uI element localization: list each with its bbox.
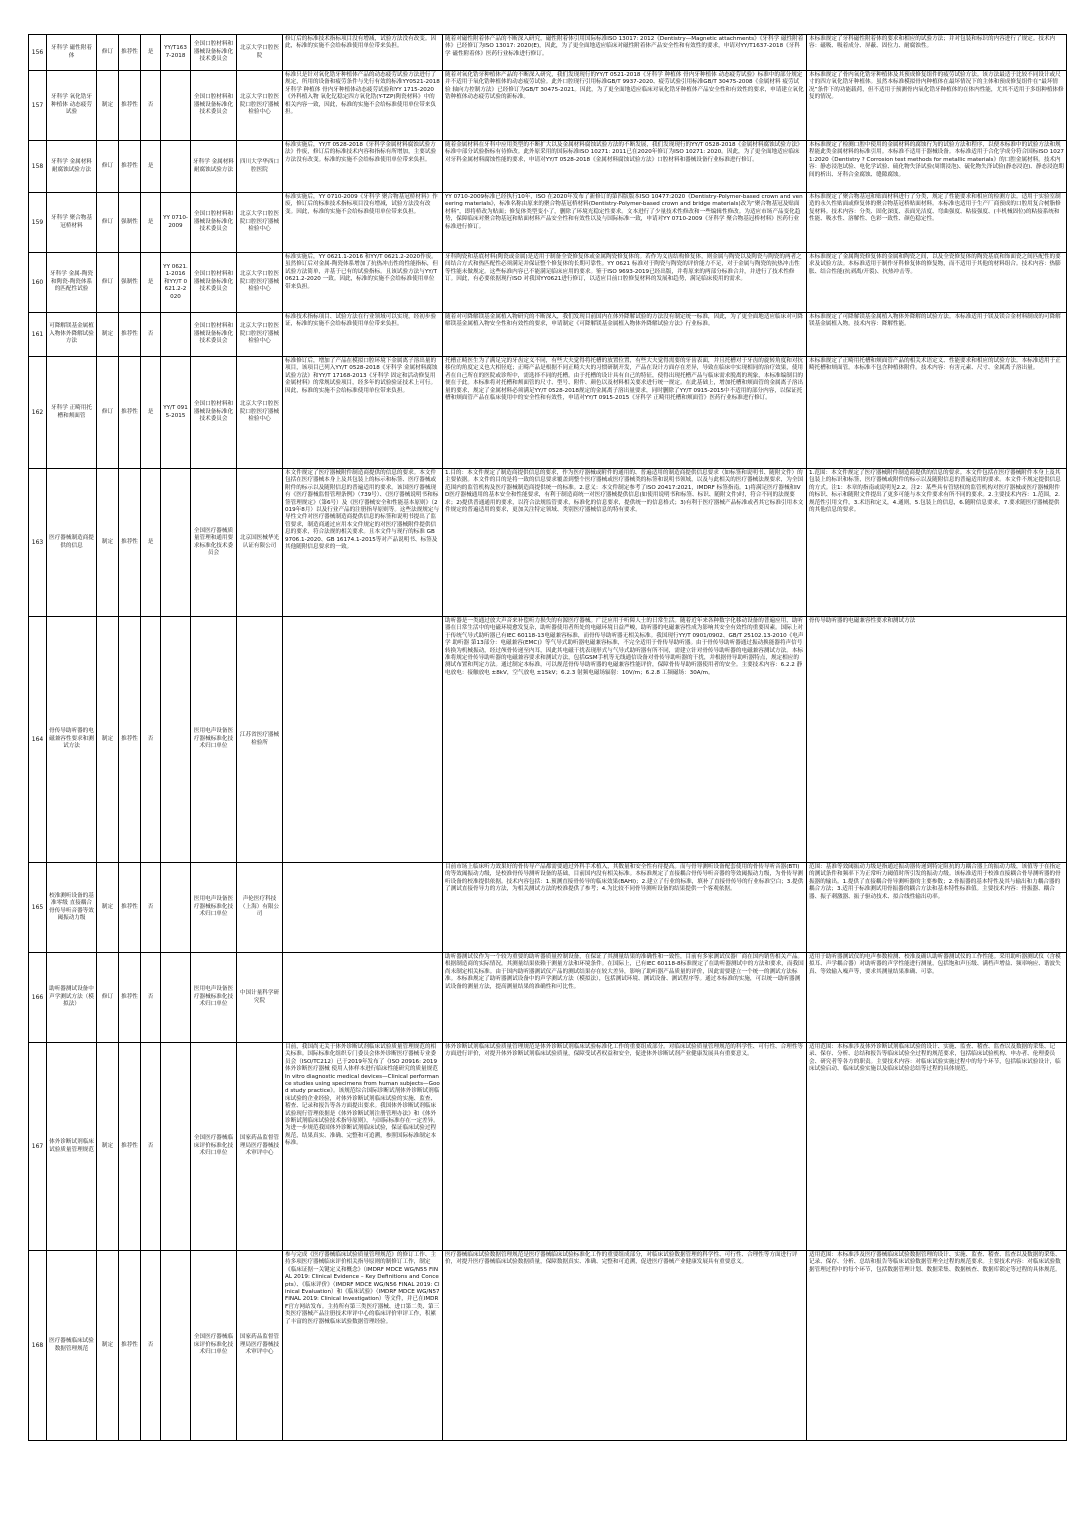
impact-text (283, 953, 443, 1043)
standard-nature: 推荐性 (119, 313, 141, 357)
technical-committee: 牙科学 金属材料耐腐蚀试验方法 (191, 141, 237, 193)
necessity-text: 1.目的：本文件规定了制造商提供信息的要求，作为医疗器械或附件的通用的、普遍适用的制造商提供信息要求（如标签和说明书、随附文件）的主要依据。本文件的目的是将一致的信息要求覆盖到整个医疗器械或医疗器械类的标签和说明书领域，以及与此相关的医疗器械法规要求，为全国范围内的监管机构及医疗器械制造商提供统一的标准。2.意义：本文件制定参考了ISO 20417:2021，IMDRF 标签指南。1)将满足医疗器械和IVD医疗器械通用的基本安全和性能要求，有利于制造商统一对医疗器械提供信息(如使用说明书和标签、标识、随附文件)时，符合不同的法规要求；2)提供普通通用的要求，以符合法规监管要求，标准化的信息要求，提供统一的信息格式；3)有利于医疗器械产品标准或者其它标准引用本文件规定的普遍适用的要求，更加关注特定领域、类别医疗器械信息的特有要求。 (443, 469, 807, 617)
replaced-standard: YY/T 0915-2015 (161, 357, 191, 469)
drafting-unit: 北京大学口腔医院 (237, 35, 283, 71)
project-kind: 修订 (97, 253, 119, 313)
project-kind: 修订 (97, 193, 119, 253)
standards-table (28, 34, 1067, 1441)
necessity-text: 随着对可降解镁基金属植入物研究的不断深入，我们发现目前国内在体外降解试验的方法没有制定统一标准，因此，为了更全面地适应临床对可降解镁基金属植入物安全性和有效性的要求，申请制定《可降解镁基金属植入物体外降解试验方法》行业标准。 (443, 313, 807, 357)
tc-flag: 否 (141, 71, 161, 141)
project-kind: 制定 (97, 313, 119, 357)
impact-text: 修订后的标准技术指标项目没有增减，试验方法没有改变。因此，标准的实施不会给标准使用单位带来负担。 (283, 35, 443, 71)
technical-committee: 医用电声设备医疗器械标准化技术归口单位 (191, 617, 237, 863)
table-row (29, 617, 1067, 863)
technical-committee: 全国医疗器械临床评价标准化技术归口单位 (191, 1043, 237, 1251)
standard-nature: 推荐性 (119, 617, 141, 863)
scope-text: 本标准规定了检测口腔中使用的金属材料的腐蚀行为的试验方法和程序，以便本标准中的试验方法和规程能此类金属材料的标准引用。本标准不适用于器械设备。本标准适用于合化学成分符合国标ISO 10271:2020《Dentistry ? Corrosion test methods for metallic materials》的口腔金属材料。技术内容：静态浸泡试验、电化学试验、硫化物失泽试验(周期浸泡)、硫化物失泽试验(静态浸泡)、静态浸泡期间的析出、牙科合金腐蚀、缝隙腐蚀。 (807, 141, 1067, 193)
table-row (29, 1251, 1067, 1441)
replaced-standard (161, 469, 191, 617)
table-row (29, 863, 1067, 953)
table-row (29, 35, 1067, 71)
necessity-text: 随着金属材料在牙科中应用类型的不断扩大以及金属材料腐蚀试验方法的不断发展，我们发现现行的YY/T 0528-2018《金属材料腐蚀试验方法》标准中部分试验指标有待修改。此外原采用的国际标准ISO 10271: 2011已在2020年修订为ISO 10271: 2020。因此，为了更全面地适应临床对牙科金属材料腐蚀性能的要求，申请对YY/T 0528-2018《金属材料腐蚀试验方法》口腔材料和器械设备行业标准进行修订。 (443, 141, 807, 193)
standard-name: 牙科学 氧化锆牙种植体 动态疲劳试验 (47, 71, 97, 141)
impact-text: 标准实施后，YY 0710-2009《牙科学 聚合物基冠桥材料》作废，修订后的标准技术指标项目没有增减，试验方法没有改变。因此，标准的实施不会给标准使用单位带来负担。 (283, 193, 443, 253)
necessity-text: 托槽正畸医生为了满足完的牙齿定义不同，有些大夫觉得将托槽的放置位置，有些大夫觉得需要的牙齿表面，并且托槽对于牙齿的旋转角度和对抗移位的角度定义也大相径庭；正畸产品是根据不同正畸大夫的习惯研制开发，产品在设计方面存在差异，导致在临床中实现相同的治疗效果，使用者在自己所在的医院或诊所中，需选择不同的托槽。由于托槽的设计具有自己的特征，使得出现托槽产品与临床需求脱离的现象，本标准编制目的便在于此。本标准将对托槽和颊面管的尺寸、型号、附件、颜色以及材料相关要求进行统一规定。在此基础上，增加托槽和颊面管的金属离子溶出量的要求，规定了金属材料必须满足YY/T 0528-2018规定的金属离子溶出量要求，同时删除了YY/T 0915-2015中不适用的部分内容，以保证托槽和颊面管产品在临床使用中的安全性和有效性，申请对YY/T 0915-2015《牙科学 正畸用托槽和颊面管》医药行业标准进行修订。 (443, 357, 807, 469)
necessity-text: YY 0710-2009标准已经执行10年，ISO 在2020年发布了新修订的第四版版本ISO 10477:2020《Dentistry-Polymer-based crown and veneering materials》，标准名称由原来的聚合物基冠桥材料(Dentistry-Polymer-based crown and bridge materials)改为“聚合物基冠及贴面材料”，即将桥改为贴面；修复体类型变小了，删除了环境光稳定性要求。文本进行了少量技术性修改和一些编辑性修改。为适应市场产品变化趋势，保障临床对聚合物基冠和贴面材料产品安全性和有效性以及与国际标准一致，申请对YY 0710-2009《牙科学 聚合物基冠桥材料》医药行业标准进行修订。 (443, 193, 807, 253)
scope-text: 本标准规定了聚合物基冠和贴面材料进行了分类，规定了性能要求和相应的检测方法。适用于实验室制造的永久性贴面或修复体的聚合物基冠桥贴面材料。本标准也适用于生产厂商预成的口腔用复合树脂修复材料。技术内容：分类、固化深度、表面光洁度、弯曲强度、粘接强度、(丰机械固位)的粘接系统和性能、吸水性、溶解性、色彩一致性、颜色稳定性。 (807, 193, 1067, 253)
tc-flag: 否 (141, 953, 161, 1043)
project-kind: 制定 (97, 1043, 119, 1251)
tc-flag: 是 (141, 357, 161, 469)
scope-text: 适用范围：本标准涉及体外诊断试剂临床试验的设计、实施、监查、稽查、监查以及数据的采集、记录、保存、分析、总结和报告等临床试验全过程的规范要求，包括临床试验机构、申办者、伦理委员会、研究者等各方的职责。主要技术内容：对临床试验实施过程中的每个环节，包括临床试验设计，临床试验启动、临床试验实施以及临床试验总结等过程的具体规范。 (807, 1043, 1067, 1251)
replaced-standard (161, 313, 191, 357)
technical-committee: 全国口腔材料和器械设备标准化技术委员会 (191, 193, 237, 253)
table-row (29, 71, 1067, 141)
replaced-standard (161, 863, 191, 953)
tc-flag: 是 (141, 35, 161, 71)
replaced-standard (161, 953, 191, 1043)
tc-flag: 是 (141, 469, 161, 617)
necessity-text: 牙科陶瓷和基底材料(陶瓷或金属)是适用于制备全瓷修复体或金属陶瓷修复体的。若作为义齿结构修复体，则金属与陶瓷以及陶瓷与陶瓷的两者之间结合方式和热匹配性必须满足并保证整个修复体的长期可靠性。YY 0621 标准对于陶瓷与陶瓷的评价能力不足，对于金属与陶瓷的抗热冲击性等性能未做规定。这些标准内容已不能满足临床应用的要求。鉴于ISO 9693-2019已经出版，并将原来的两部分标准合并，并进行了技术性修订。因此，有必要依据现行ISO 对我国YY0621进行修订，以适应目前口腔修复材料的发展和趋势，满足临床使用的需求。 (443, 253, 807, 313)
project-kind: 修订 (97, 357, 119, 469)
replaced-standard (161, 1043, 191, 1251)
row-number: 166 (29, 953, 47, 1043)
scope-text: 本标准规定了可降解镁基金属植入物体外降解的试验方法。本标准适用于镁及镁合金材料制成的可降解镁基金属植入物。技术内容：降解性能。 (807, 313, 1067, 357)
necessity-text: 目前市场上临床听力效果好的骨传导产品都需要通过外科手术植入，其数量和安全性有待提高。而与骨导测听设备配套使用的骨传导听音器(BTI)的等效阈振动力级，是校准骨传导测听设备的基础，目前国内没有相关标准。本标准规定了直接耦合骨传导听音器的等效阈振动力级，为骨传导测听设备的校准提供依据。技术内容包括：1.预测直接骨传导的临床效果(BAHI)；2.建立了行业的标准，填补了直接骨传导的行业标准空白；3.提供了测试直接骨导力的方法，为相关测试方法的校准提供了参考；4.为比较不同骨导测听设备的结果提供一个客观依据。 (443, 863, 807, 953)
impact-text (283, 863, 443, 953)
standard-nature: 推荐性 (119, 469, 141, 617)
scope-text: 本标准规定了骨内氧化锆牙种植体及其预成修复组件的疲劳试验方法。该方法最适于比较不同设计或尺寸的四方氧化锆牙种植体。虽然本标准模拟骨内种植体在最坏情况下的主体和预成修复组件在“最坏情况”条件下的功能载荷，但不适用于预测骨内氧化锆牙种植体的在体内性能，尤其不适用于多组种植体修复的情况。 (807, 71, 1067, 141)
standard-nature: 推荐性 (119, 863, 141, 953)
necessity-text: 体外诊断试剂临床试验质量管理规范是体外诊断试剂临床试验标准化工作的重要组成部分。对临床试验质量管理规范的科学性、可行性、合理性等方面进行评价，对提升体外诊断试剂临床试验质量，保障受试者权益和安全，促进体外诊断试剂产业健康发展具有重要意义。 (443, 1043, 807, 1251)
impact-text: 标准实施后，YY/T 0528-2018《牙科学金属材料腐蚀试验方法》作废，修订后的标准技术内容和指标有所增加，主要试验方法没有改变。标准的实施不会给标准使用单位带来负担。 (283, 141, 443, 193)
project-kind: 制定 (97, 469, 119, 617)
scope-text: 范围：基准等效阈振动力级是指通过振动器传递到特定阻抗的力耦合器上的振动力级，该值等于在指定的测试条件和频率下为正常听力阈值时所引发的振动力级。该标准适用于校准直接耦合骨导测听器的骨振器的输出。1.提供了直接耦合骨导测听器的主要参数；2.骨振器的基本特性及其与输出和力耦合器的耦合方法；3.适用于标准测试用骨振器的耦合方法和基本特性标准值。主要技术内容：骨振器、耦合器、振子刺激器、振子驱动技术、拟合线性输出功率。 (807, 863, 1067, 953)
row-number: 157 (29, 71, 47, 141)
table-row (29, 193, 1067, 253)
technical-committee: 医用电声设备医疗器械标准化技术归口单位 (191, 863, 237, 953)
tc-flag: 是 (141, 141, 161, 193)
replaced-standard (161, 1251, 191, 1441)
impact-text: 标准实施后，YY 0621.1-2016 和YY/T 0621.2-2020作废。虽然修订后对金属-陶瓷体系增加了抗热冲击性的性能指标，但试验方法简单，并基于已有的试验指标。且该试验方法与YY/T 0621.2-2020 一致。因此，标准的实施不会给标准使用单位带来负担。 (283, 253, 443, 313)
row-number: 159 (29, 193, 47, 253)
standard-name: 牙科学 正畸用托槽和颊面管 (47, 357, 97, 469)
standard-name: 体外诊断试剂临床试验质量管理规范 (47, 1043, 97, 1251)
drafting-unit: 北京大学口腔医院口腔医疗器械检验中心 (237, 253, 283, 313)
project-kind: 修订 (97, 35, 119, 71)
drafting-unit: 国家药品监督管理局医疗器械技术审评中心 (237, 1251, 283, 1441)
standard-name: 可降解镁基金属植入物体外降解试验方法 (47, 313, 97, 357)
row-number: 168 (29, 1251, 47, 1441)
tc-flag: 否 (141, 313, 161, 357)
impact-text: 标准技术指标项目、试验方法在行业领域可以实现，经初步验证，标准的实施不会给标准使用单位带来负担。 (283, 313, 443, 357)
tc-flag: 否 (141, 863, 161, 953)
scope-text: 适用范围：本标准涉及医疗器械临床试验数据管理的设计、实施、监查、稽查、监查以及数据的采集、记录、保存、分析、总结和报告等临床试验数据管理全过程的规范要求。主要技术内容：对临床试验数据管理过程中的每个环节，包括数据管理计划、数据采集、数据核查、数据库锁定等过程的具体规范。 (807, 1251, 1067, 1441)
project-kind: 修订 (97, 141, 119, 193)
standard-name: 牙科学 金属-陶瓷和陶瓷-陶瓷体系的匹配性试验 (47, 253, 97, 313)
tc-flag: 否 (141, 1043, 161, 1251)
standard-name: 校准测听设备的基准零级 直接耦合骨传导听音器等效阈振动力级 (47, 863, 97, 953)
replaced-standard (161, 71, 191, 141)
tc-flag: 否 (141, 617, 161, 863)
project-kind: 制定 (97, 863, 119, 953)
technical-committee: 全国医疗器械质量管理和通用要求标准化技术委员会 (191, 469, 237, 617)
standard-name: 牙科学 金属材料耐腐蚀试验方法 (47, 141, 97, 193)
row-number: 156 (29, 35, 47, 71)
drafting-unit: 声伦医疗科技（上海）有限公司 (237, 863, 283, 953)
table-row (29, 357, 1067, 469)
impact-text (283, 617, 443, 863)
standard-name: 医疗器械临床试验数据管理规范 (47, 1251, 97, 1441)
drafting-unit: 北京国医械华光认证有限公司 (237, 469, 283, 617)
row-number: 158 (29, 141, 47, 193)
standards-table-page (28, 34, 1064, 1441)
row-number: 164 (29, 617, 47, 863)
scope-text: 1.范围：本文件规定了医疗器械附件制造商提供的信息的要求。本文件包括在医疗器械附件本身上及其包装上的标识和标签，医疗器械或附件的标示以及随附信息的普遍适用的要求。本文件不规定提供信息的方式。注1：本章的指南或说明见2.2。注2：某些具有管辖权的监管机构对医疗器械或医疗器械附件的标识、标示和随附文件提出了更多可能与本文件要求有所不同的要求。2.主要技术内容：1.范围，2.规范性引用文件，3.术语和定义，4.通则，5.包装上的信息，6.随附信息要求，7.要求随医疗器械提供的其他信息的要求。 (807, 469, 1067, 617)
row-number: 163 (29, 469, 47, 617)
drafting-unit: 中国计量科学研究院 (237, 953, 283, 1043)
standard-nature: 推荐性 (119, 1043, 141, 1251)
standard-name: 医疗器械制造商提供的信息 (47, 469, 97, 617)
drafting-unit: 北京大学口腔医院口腔医疗器械检验中心 (237, 313, 283, 357)
standard-nature: 推荐性 (119, 357, 141, 469)
scope-text: 适用于助听器测试仪的电声参数检测、校准及确认助听器测试仪的工作性能。采用助听器测试仪（含模拟耳、声学耦合器）对助听器的声学性能进行测量，包括饱和声压级、满档声增益、频率响应、谐波失真、等效输入噪声等，要求其测量结果准确、可靠。 (807, 953, 1067, 1043)
table-row (29, 313, 1067, 357)
impact-text: 参与完成《医疗器械临床试验质量管理规范》的修订工作、主持多项医疗器械临床评价相关指导原则的制修订工作，制定《临床证据一关键定义和概念》（IMDRF MDCE WG/N55 FINAL 2019: Clinical Evidence – Key Definitions and Concepts）、《临床评价》（IMDRF MDCE WG/N56 FINAL 2019: Clinical Evaluation）和《临床试验》（IMDRF MDCE WG/N57FINAL 2019: Clinical Investigation）等文件，并已在IMDRF官方网站发布。主持所有第三类医疗器械、进口第二类、第三类医疗器械产品注册技术审评中心的临床评价审评工作，积累了丰富的医疗器械临床试验数据管理经验。 (283, 1251, 443, 1441)
project-kind: 制定 (97, 1251, 119, 1441)
row-number: 161 (29, 313, 47, 357)
drafting-unit: 北京大学口腔医院口腔医疗器械检验中心 (237, 193, 283, 253)
technical-committee: 全国口腔材料和器械设备标准化技术委员会 (191, 71, 237, 141)
tc-flag: 否 (141, 1251, 161, 1441)
row-number: 162 (29, 357, 47, 469)
drafting-unit: 国家药品监督管理局医疗器械技术审评中心 (237, 1043, 283, 1251)
replaced-standard (161, 141, 191, 193)
drafting-unit: 江苏省医疗器械检验所 (237, 617, 283, 863)
replaced-standard: YY 0621.1-2016 和YY/T 0621.2-2020 (161, 253, 191, 313)
standard-name: 助听器测试设备中声学测试方法（模拟法） (47, 953, 97, 1043)
tc-flag: 是 (141, 253, 161, 313)
table-row (29, 469, 1067, 617)
technical-committee: 医用电声设备医疗器械标准化技术归口单位 (191, 953, 237, 1043)
row-number: 160 (29, 253, 47, 313)
standard-name: 牙科学 磁性附着体 (47, 35, 97, 71)
row-number: 167 (29, 1043, 47, 1251)
standard-nature: 推荐性 (119, 71, 141, 141)
table-row (29, 953, 1067, 1043)
project-kind: 制定 (97, 617, 119, 863)
impact-text: 目前，我国尚无关于体外诊断试剂临床试验质量管理规范的相关标准。国际标准化组织专门委员会体外诊断医疗器械专业委员会（ISO/TC212）已于2019年发布了《ISO 20916: 2019 体外诊断医疗器械 使用人体样本进行临床性能研究的质量规范 In vitro diagnostic medical devices—Clinical performance studies using specimens from human subjects—Good study practice》。该规范综合国际诊断试剂体外诊断试剂临床试验的企业经验，对体外诊断试剂临床试验的实施、监查、稽查、记录和报告等各方面提出要求。我国体外诊断试剂临床试验现行管理依据是《体外诊断试剂注册管理办法》和《体外诊断试剂临床试验技术指导原则》，与国际标准存在一定差异。为进一步规范我国体外诊断试剂临床试验，保证临床试验过程规范，结果真实、准确、完整和可追溯，参照国际标准制定本标准。 (283, 1043, 443, 1251)
table-body (29, 35, 1067, 1441)
table-row (29, 141, 1067, 193)
standard-name: 骨传导助听器的电磁兼容性要求和测试方法 (47, 617, 97, 863)
scope-text: 本标准规定了牙科磁性附着体的要求和相应的试验方法；并对包装和标识的内容进行了规定。技术内容：磁吸、吸着成分、屏蔽、固位力、耐腐蚀性。 (807, 35, 1067, 71)
technical-committee: 全国口腔材料和器械设备标准化技术委员会 (191, 357, 237, 469)
standard-nature: 推荐性 (119, 141, 141, 193)
replaced-standard: YY 0710-2009 (161, 193, 191, 253)
replaced-standard: YY/T1637-2018 (161, 35, 191, 71)
project-kind: 制定 (97, 71, 119, 141)
project-kind: 修订 (97, 953, 119, 1043)
table-row (29, 253, 1067, 313)
technical-committee: 全国医疗器械临床评价标准化技术归口单位 (191, 1251, 237, 1441)
scope-text: 本标准规定了金属陶瓷修复体的金属和陶瓷之间，以及全瓷修复体的陶瓷基底和饰面瓷之间匹配性的要求及试验方法。本标准适用于制作牙科修复体的修复物，而不适用于其他的材料组合。技术内容：热膨胀、结合性能(抗剥离/开裂)、抗热冲击等。 (807, 253, 1067, 313)
row-number: 165 (29, 863, 47, 953)
standard-nature: 强制性 (119, 193, 141, 253)
impact-text: 本文件规定了医疗器械附件制造商提供的信息的要求。本文件包括在医疗器械本身上及其包装上的标示和标签、医疗器械或附件的标示以及随附信息的普遍适用的要求。该国医疗器械现有《医疗器械监督管理条例》（739号）、《医疗器械说明书和标签管理规定》（第6号）及《医疗器械安全和性能基本原则》（2019年8月）以及行业产品的注册指导原则等。这些法规规定与导性文件对医疗器械制造商提供信息的标签和说明书提出了监管要求，制造商通过应用本文件规定的对医疗器械附件提供信息的要求，符合法规的相关要求。且本文件与现行的标准 GB 9706.1-2020、GB 16174.1-2015等对产品说明书、标签及其他随附信息要求的一致。 (283, 469, 443, 617)
table-row (29, 1043, 1067, 1251)
drafting-unit: 北京大学口腔医院口腔医疗器械检验中心 (237, 71, 283, 141)
standard-nature: 推荐性 (119, 35, 141, 71)
impact-text: 标准修订后，增加了产品在模拟口腔环境下金属离子溶出量的项目，该项目已列入YY/T 0528-2018《牙科学 金属材料腐蚀试验方法》和YY/T 17168-2013《牙科学 固定和活动修复用金属材料》的常规试验项目，经多年的试验验证技术上可行。因此，标准的实施不会给标准使用单位带来负担。 (283, 357, 443, 469)
technical-committee: 全国口腔材料和器械设备标准化技术委员会 (191, 253, 237, 313)
standard-nature: 推荐性 (119, 1251, 141, 1441)
necessity-text: 助听器是一类通过放大声音来补偿听力损失的有源医疗器械。广泛应用于听障人士的日常生活。随着近年来各种数字化移动设备的普遍应用，助听器在日常生活中的电磁环境愈发复杂，助听器使用者所处的电磁环境日益严峻，助听器的电磁兼容性成为影响其安全有效性的重要因素。国际上对于传统气导式助听器已有IEC 60118-13电磁兼容标准，而骨传导助听器无相关标准。我国现行YY/T 0901/0902、GB/T 25102.13-2010《电声学 助听器 第13部分：电磁兼容(EMC)》等气导式助听器电磁兼容标准，不完全适用于骨传导助听器。由于骨传导助听器通过振动换能器将声信号转换为机械振动，经过颅骨传递至内耳，因此其电磁干扰表现形式与气导式助听器有所不同，需建立针对骨传导助听器的电磁兼容测试方法。本标准将规定骨传导助听器的电磁兼容要求和测试方法，包括GSM手机等无线通信设备对骨传导助听器的干扰，并根据骨导助听器特点，规定相应的测试布置和判定方法。通过制定本标准，可以规范骨传导助听器的电磁兼容性能评价，保障骨传导助听器使用者的安全。主要技术内容：6.2.2 静电放电：接触放电 ±8kV，空气放电 ±15kV；6.2.3 射频电磁场辐射：10V/m；6.2.8 工频磁场：30A/m。 (443, 617, 807, 863)
replaced-standard (161, 617, 191, 863)
necessity-text: 随着对氧化锆牙种植体产品的不断深入研究，我们发现现行的YY/T 0521-2018《牙科学 种植体 骨内牙种植体 动态疲劳试验》标准中的部分规定并不适用于氧化锆种植体的动态疲劳试验。此外口腔现行引用标准GB/T 9937-2020、疲劳试验引用标准GB/T 30475-2008《金属材料 疲劳试验 轴向力控制方法》已经修订为GB/T 30475-2021。因此，为了更全面地适应临床对氧化锆牙种植体产品安全性和有效性的要求，申请建立氧化锆种植体动态疲劳试验的新标准。 (443, 71, 807, 141)
tc-flag: 是 (141, 193, 161, 253)
scope-text: 本标准规定了正畸用托槽和颊面管产品的相关术语定义、性能要求和相应的试验方法。本标准适用于正畸托槽和颊面管。本标准不包含种植体附件。技术内容：有害元素、尺寸、金属离子溶出量。 (807, 357, 1067, 469)
drafting-unit: 四川大学华西口腔医院 (237, 141, 283, 193)
standard-nature: 推荐性 (119, 953, 141, 1043)
scope-text: 骨传导助听器的电磁兼容性要求和测试方法 (807, 617, 1067, 863)
necessity-text: 医疗器械临床试验数据管理规范是医疗器械临床试验标准化工作的重要组成部分，对临床试验数据管理的科学性、可行性、合理性等方面进行评价，对提升医疗器械临床试验数据质量，保障数据真实、准确、完整和可追溯，促进医疗器械产业健康发展具有重要意义。 (443, 1251, 807, 1441)
standard-name: 牙科学 聚合物基冠桥材料 (47, 193, 97, 253)
impact-text: 标准只是针对氧化锆牙种植体产品的动态疲劳试验方法进行了规定，所用的设备和疲劳条件与先行有效的标准YY0521-2018 牙科学 种植体 骨内牙种植体动态疲劳试验和YY 1715-2020《外科植入物 氧化钇稳定四方氧化锆(Y-TZP)陶瓷材料》中的相关内容一致，因此，标准的实施不会给标准使用单位带来负担。 (283, 71, 443, 141)
technical-committee: 全国口腔材料和器械设备标准化技术委员会 (191, 35, 237, 71)
standard-nature: 强制性 (119, 253, 141, 313)
drafting-unit: 北京大学口腔医院口腔医疗器械检验中心 (237, 357, 283, 469)
technical-committee: 全国口腔材料和器械设备标准化技术委员会 (191, 313, 237, 357)
necessity-text: 助听器测试仪作为一个较为重要的助听器质量控制设备，在保证了其测量结果的准确性和一致性，目前有多家测试仪器厂商在国内销售相关产品。根据制造商的实际情况，其测量结果依赖于测量方法和环境条件。在国际上，已有IEC 60118-8标准规定了在助听器测试中的方法和要求，而我国尚未制定相关标准。由于国内助听器测试仪产品的测试结果存在较大差异，影响了助听器产品质量的评价，因此需要建立一个统一的测试方法标准。本标准规定了助听器测试设备中的声学测试方法（模拟法），包括测试环境、测试设备、测试程序等。通过本标准的实施，可以统一助听器测试设备的测量方法，提高测量结果的准确性和可比性。 (443, 953, 807, 1043)
necessity-text: 随着对磁性附着体产品的不断深入研究，磁性附着体引用国际标准ISO 13017: 2012《Dentistry—Magnetic attachments》《牙科学 磁性附着体》已经修订为ISO 13017: 2020(E)，因此，为了更全面地适应临床对磁性附着体产品安全性和有效性的要求，申请对YY/T1637-2018《牙科学 磁性附着体》医药行业标准进行修订。 (443, 35, 807, 71)
